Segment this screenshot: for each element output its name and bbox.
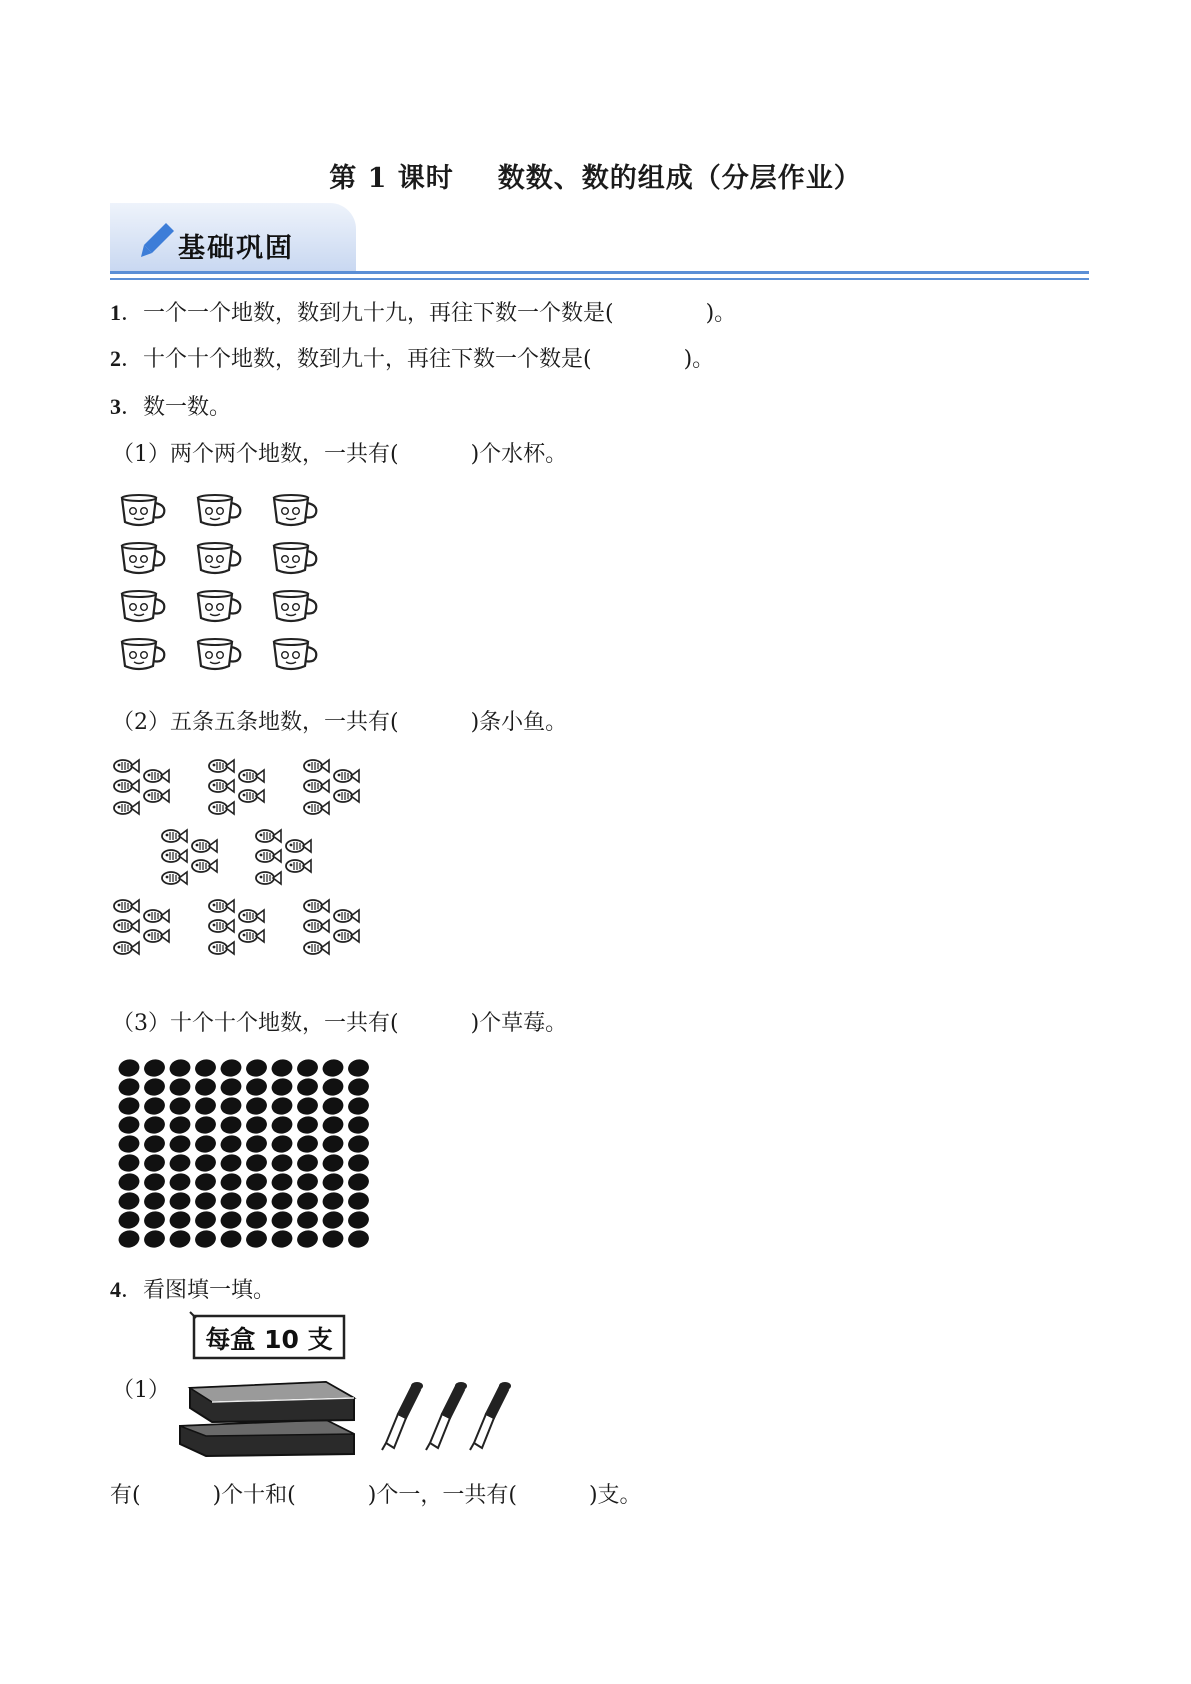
strawberry [244,1172,268,1193]
question-3-part-2: （2）五条五条地数，一共有( )条小鱼。 [112,710,568,735]
strawberry [219,1077,243,1098]
cup [122,591,164,621]
section-rule [110,271,1089,274]
strawberry [118,1210,141,1231]
strawberry [168,1096,192,1117]
strawberry [118,1077,141,1098]
strawberry [244,1210,268,1231]
strawberry [244,1153,268,1174]
fish [114,942,139,954]
question-4: 4．看图填一填。 [110,1277,276,1303]
strawberry [142,1134,166,1155]
fish-figure [110,755,380,985]
strawberry [118,1172,141,1193]
strawberry [142,1172,166,1193]
strawberry [346,1058,370,1078]
strawberries-figure [118,1058,378,1250]
fish [144,770,169,782]
strawberry [321,1058,345,1078]
strawberry [346,1210,370,1231]
pen [382,1382,423,1450]
strawberry [219,1058,243,1078]
strawberry [295,1134,319,1155]
question-number: 2 [110,346,121,371]
strawberry [244,1077,268,1098]
fish [304,780,329,792]
strawberry [193,1229,217,1250]
fish [304,942,329,954]
strawberry [142,1115,166,1136]
fish [209,920,234,932]
strawberry [219,1229,243,1250]
strawberry [321,1210,345,1231]
question-2: 2．十个十个地数，数到九十，再往下数一个数是( )。 [110,346,715,372]
strawberry [346,1153,370,1174]
strawberry [270,1096,294,1117]
fish [239,770,264,782]
strawberry [244,1058,268,1078]
strawberry [142,1191,166,1212]
fish [239,930,264,942]
fish [192,840,217,852]
strawberry [168,1229,192,1250]
cup [198,591,240,621]
fish [114,920,139,932]
cup [274,639,316,669]
pen [470,1382,511,1450]
question-4-part-1-label: （1） [112,1378,170,1403]
fish [304,802,329,814]
pen [426,1382,467,1450]
fish [144,790,169,802]
fish [304,760,329,772]
fish [114,780,139,792]
question-3-part-1: （1）两个两个地数，一共有( )个水杯。 [112,442,568,467]
cup [274,495,316,525]
strawberry [118,1115,141,1136]
fish [286,840,311,852]
fish [114,802,139,814]
strawberry [168,1077,192,1098]
fish [162,830,187,842]
cup [198,495,240,525]
question-4-answer: 有( )个十和( )个一，一共有( )支。 [110,1483,642,1508]
fish [209,900,234,912]
question-1: 1．一个一个地数，数到九十九，再往下数一个数是( )。 [110,300,737,326]
strawberry [244,1229,268,1250]
strawberry [219,1210,243,1231]
strawberry [321,1229,345,1250]
strawberry [346,1134,370,1155]
strawberry [118,1058,141,1078]
fish [304,920,329,932]
pencil-icon [138,220,178,260]
strawberry [219,1191,243,1212]
strawberry [270,1210,294,1231]
strawberry [321,1191,345,1212]
strawberry [142,1096,166,1117]
strawberry [142,1229,166,1250]
strawberry [321,1172,345,1193]
question-number: 3 [110,394,121,419]
strawberry [321,1096,345,1117]
strawberry [168,1210,192,1231]
strawberry [118,1229,141,1250]
fish [334,910,359,922]
strawberry [295,1172,319,1193]
question-number: 4 [110,1277,121,1302]
strawberry [193,1210,217,1231]
strawberry [244,1191,268,1212]
strawberry [270,1153,294,1174]
strawberry [193,1096,217,1117]
strawberry [295,1115,319,1136]
fish [162,872,187,884]
fish [239,790,264,802]
cup [274,591,316,621]
strawberry [168,1115,192,1136]
fish [334,770,359,782]
strawberry [295,1058,319,1078]
strawberry [270,1229,294,1250]
strawberry [193,1077,217,1098]
fish [192,860,217,872]
strawberry [346,1115,370,1136]
page-title [0,156,1191,195]
strawberry [219,1172,243,1193]
cup [122,543,164,573]
strawberry [118,1191,141,1212]
strawberry [118,1134,141,1155]
strawberry [346,1077,370,1098]
strawberry [193,1191,217,1212]
fish [256,850,281,862]
strawberry [168,1058,192,1078]
lesson-topic: 数数、数的组成（分层作业） [497,163,862,194]
fish [209,942,234,954]
fish [209,780,234,792]
strawberry [168,1172,192,1193]
strawberry [142,1153,166,1174]
strawberry [295,1191,319,1212]
strawberry [142,1058,166,1078]
strawberry [321,1134,345,1155]
cup [122,495,164,525]
fish [114,760,139,772]
fish [209,760,234,772]
strawberry [168,1153,192,1174]
strawberry [168,1134,192,1155]
strawberry [193,1172,217,1193]
cup [198,543,240,573]
strawberry [270,1077,294,1098]
strawberry [118,1096,141,1117]
strawberry [295,1096,319,1117]
strawberry [193,1115,217,1136]
fish [334,930,359,942]
strawberry [346,1191,370,1212]
question-3: 3．数一数。 [110,394,232,420]
fish [162,850,187,862]
strawberry [270,1191,294,1212]
strawberry [295,1210,319,1231]
strawberry [346,1096,370,1117]
fish [334,790,359,802]
cup [198,639,240,669]
strawberry [219,1096,243,1117]
strawberry [219,1134,243,1155]
question-number: 1 [110,300,121,325]
strawberry [270,1172,294,1193]
strawberry [244,1115,268,1136]
strawberry [219,1153,243,1174]
strawberry [321,1115,345,1136]
strawberry [193,1134,217,1155]
strawberry [193,1058,217,1078]
strawberry [142,1077,166,1098]
strawberry [295,1077,319,1098]
fish [144,930,169,942]
strawberry [346,1229,370,1250]
strawberry [321,1153,345,1174]
section-rule-thin [110,278,1089,280]
strawberry [270,1115,294,1136]
strawberry [270,1058,294,1078]
strawberry [346,1172,370,1193]
fish [286,860,311,872]
strawberry [295,1153,319,1174]
strawberry [295,1229,319,1250]
strawberry [193,1153,217,1174]
cup [274,543,316,573]
cups-figure [118,490,328,676]
fish [304,900,329,912]
fish [256,830,281,842]
strawberry [270,1134,294,1155]
cup [122,639,164,669]
pen-boxes-figure [176,1308,548,1458]
strawberry [321,1077,345,1098]
strawberry [168,1191,192,1212]
strawberry [244,1096,268,1117]
strawberry [118,1153,141,1174]
section-label: 基础巩固 [178,233,294,264]
lesson-label: 第 1 课时 [329,163,454,194]
question-3-part-3: （3）十个十个地数，一共有( )个草莓。 [112,1011,568,1036]
strawberry [219,1115,243,1136]
fish [239,910,264,922]
fish [256,872,281,884]
box-label: 每盒 10 支 [205,1325,333,1354]
fish [144,910,169,922]
strawberry [142,1210,166,1231]
strawberry [244,1134,268,1155]
fish [114,900,139,912]
fish [209,802,234,814]
